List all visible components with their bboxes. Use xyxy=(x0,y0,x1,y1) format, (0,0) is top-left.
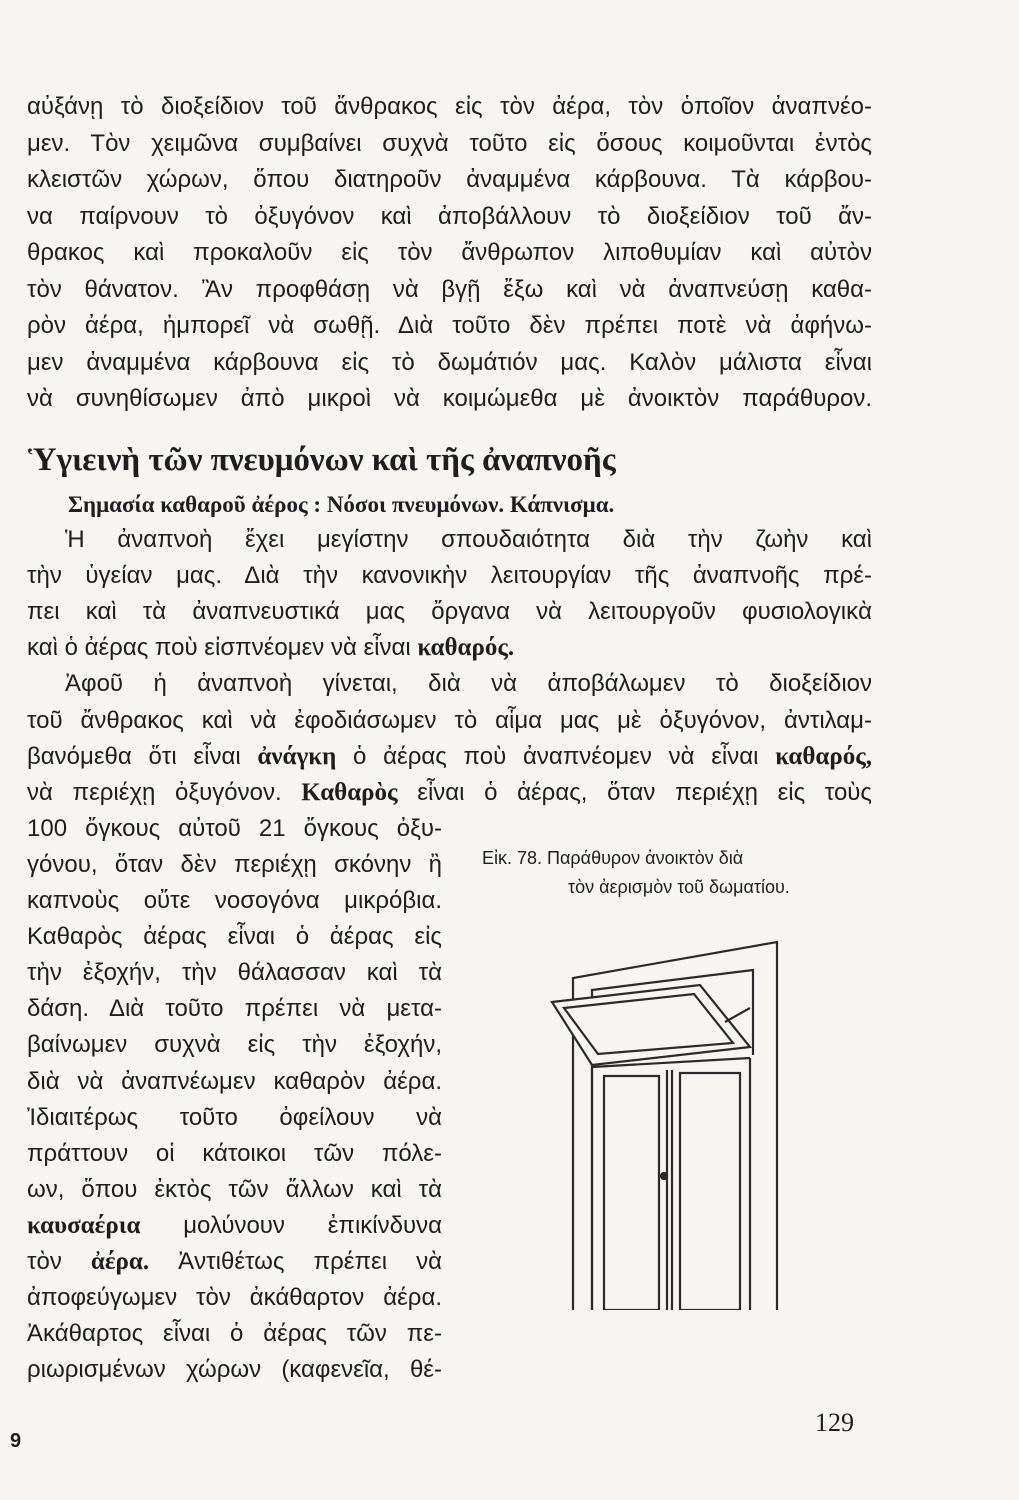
text-run: κλειστῶν χώρων, ὅπου διατηροῦν ἀναμμένα κάρβουνα. Τὰ κάρβου- xyxy=(27,166,872,193)
figure-caption-line1: Εἰκ. 78. Παράθυρον ἀνοικτὸν διὰ xyxy=(482,848,744,868)
text-line xyxy=(27,814,442,844)
text-line xyxy=(27,92,872,122)
text-line xyxy=(27,1319,442,1349)
text-line xyxy=(27,1283,442,1313)
text-run: Ἀφοῦ ἡ ἀναπνοὴ γίνεται, διὰ νὰ ἀποβάλωμεν τὸ διοξείδιον xyxy=(65,670,872,698)
text-line xyxy=(27,1067,442,1097)
text-run: καπνοὺς οὔτε νοσογόνα μικρόβια. xyxy=(27,887,442,914)
text-run: θρακος καὶ προκαλοῦν εἰς τὸν ἄνθρωπον λιποθυμίαν καὶ αὐτὸν xyxy=(27,239,872,266)
figure-caption-line2: τὸν ἀερισμὸν τοῦ δωματίου. xyxy=(568,877,790,897)
page-number: 129 xyxy=(815,1408,854,1437)
text-run: νὰ περιέχῃ ὀξυγόνον. xyxy=(27,778,302,806)
text-line xyxy=(27,633,872,663)
text-line xyxy=(27,1139,442,1169)
text-run: μεν. Τὸν χειμῶνα συμβαίνει συχνὰ τοῦτο εἰς ὅσους κοιμοῦνται ἐντὸς xyxy=(27,129,872,157)
text-run: μεν ἀναμμένα κάρβουνα εἰς τὸ δωμάτιόν μας. Καλὸν μάλιστα εἶναι xyxy=(27,348,872,376)
text-line xyxy=(27,1103,442,1133)
text-run: ριωρισμένων χώρων (καφενεῖα, θέ- xyxy=(27,1356,442,1384)
text-line xyxy=(27,850,442,880)
section-heading: Ὑγιεινὴ τῶν πνευμόνων καὶ τῆς ἀναπνοῆς xyxy=(28,442,616,478)
text-line xyxy=(27,275,872,305)
text-run: Καθαρὸς ἀέρας εἶναι ὁ ἀέρας εἰς xyxy=(27,923,442,951)
text-line xyxy=(27,994,442,1024)
window-illustration xyxy=(540,930,800,1310)
text-run: να παίρνουν τὸ ὀξυγόνον καὶ ἀποβάλλουν τὸ διοξείδιον τοῦ ἄν- xyxy=(27,202,872,230)
text-run: αὐξάνῃ τὸ διοξείδιον τοῦ ἄνθρακος εἰς τὸν ἀέρα, τὸν ὁποῖον ἀναπνέο- xyxy=(27,93,872,120)
text-run: ων, ὅπου ἐκτὸς τῶν ἄλλων καὶ τὰ xyxy=(27,1175,442,1203)
text-run: Ἀκάθαρτος εἶναι ὁ ἀέρας τῶν πε- xyxy=(27,1320,442,1348)
text-line xyxy=(27,202,872,232)
text-run: τοῦ ἄνθρακος καὶ νὰ ἐφοδιάσωμεν τὸ αἷμα μας μὲ ὀξυγόνον, ἀντιλαμ- xyxy=(27,706,872,734)
text-line xyxy=(27,922,442,952)
text-run: ἀποφεύγωμεν τὸν ἀκάθαρτον ἀέρα. xyxy=(27,1284,442,1312)
text-run: καὶ ὁ ἀέρας ποὺ εἰσπνέομεν νὰ εἶναι xyxy=(27,634,418,662)
text-run: νὰ συνηθίσωμεν ἀπὸ μικροὶ νὰ κοιμώμεθα μὲ ἀνοικτὸν παράθυρον. xyxy=(27,385,872,412)
text-line xyxy=(27,311,872,341)
text-line xyxy=(27,129,872,159)
text-line xyxy=(27,706,872,736)
text-line xyxy=(27,238,872,268)
text-run: Ἰδιαιτέρως τοῦτο ὀφείλουν νὰ xyxy=(27,1103,442,1131)
text-line xyxy=(27,384,872,414)
text-line xyxy=(27,165,872,195)
text-run: πράττουν οἱ κάτοικοι τῶν πόλε- xyxy=(27,1139,442,1167)
text-run: ὁ ἀέρας ποὺ ἀναπνέομεν νὰ εἶναι xyxy=(336,742,776,770)
text-run: μολύνουν ἐπικίνδυνα xyxy=(140,1211,442,1239)
bold-term: καυσαέρια xyxy=(27,1211,141,1239)
text-run: γόνου, ὅταν δὲν περιέχῃ σκόνην ἢ xyxy=(27,850,442,878)
text-line xyxy=(27,561,872,591)
text-line xyxy=(27,1030,442,1060)
text-line xyxy=(27,1175,442,1205)
bold-term: καθαρός, xyxy=(775,742,872,770)
text-line xyxy=(27,958,442,988)
text-run: βανόμεθα ὅτι εἶναι xyxy=(27,742,258,770)
text-run: Ἀντιθέτως πρέπει νὰ xyxy=(149,1248,442,1275)
text-line xyxy=(27,1211,442,1241)
text-run: δάση. Διὰ τοῦτο πρέπει νὰ μετα- xyxy=(27,995,442,1023)
text-line xyxy=(27,886,442,916)
text-run: τὴν ἐξοχήν, τὴν θάλασσαν καὶ τὰ xyxy=(27,959,442,987)
text-line xyxy=(27,1247,442,1277)
text-run: βαίνωμεν συχνὰ εἰς τὴν ἐξοχήν, xyxy=(27,1031,442,1059)
text-run: 100 ὄγκους αὐτοῦ 21 ὄγκους ὀξυ- xyxy=(27,814,442,842)
text-run: διὰ νὰ ἀναπνέωμεν καθαρὸν ἀέρα. xyxy=(27,1067,442,1095)
text-run: τὸν θάνατον. Ἂν προφθάσῃ νὰ βγῇ ἔξω καὶ νὰ ἀναπνεύσῃ καθα- xyxy=(27,275,872,303)
bold-term: ἀνάγκη xyxy=(257,742,337,770)
section-subheading: Σημασία καθαροῦ ἀέρος : Νόσοι πνευμόνων. Κάπνισμα. xyxy=(68,492,615,517)
text-run: πει καὶ τὰ ἀναπνευστικά μας ὄργανα νὰ λειτουργοῦν φυσιολογικὰ xyxy=(27,598,872,626)
text-line xyxy=(27,1355,442,1385)
text-run: ρὸν ἀέρα, ἠμπορεῖ νὰ σωθῇ. Διὰ τοῦτο δὲν πρέπει ποτὲ νὰ ἀφήνω- xyxy=(27,312,872,339)
text-line xyxy=(27,669,872,699)
signature-mark: 9 xyxy=(10,1430,22,1452)
text-run: Ἡ ἀναπνοὴ ἔχει μεγίστην σπουδαιότητα διὰ τὴν ζωὴν καὶ xyxy=(65,526,872,553)
bold-term: καθαρός. xyxy=(417,634,515,662)
text-line xyxy=(27,525,872,555)
text-line xyxy=(27,778,872,808)
bold-term: Καθαρὸς xyxy=(301,778,398,806)
text-run: τὴν ὑγείαν μας. Διὰ τὴν κανονικὴν λειτουργίαν τῆς ἀναπνοῆς πρέ- xyxy=(27,562,872,590)
bold-term: ἀέρα. xyxy=(90,1248,150,1275)
text-run: εἶναι ὁ ἀέρας, ὅταν περιέχῃ εἰς τοὺς xyxy=(397,778,872,806)
text-line xyxy=(27,597,872,627)
text-run: τὸν xyxy=(27,1248,91,1275)
text-line xyxy=(27,742,872,772)
text-line xyxy=(27,348,872,378)
